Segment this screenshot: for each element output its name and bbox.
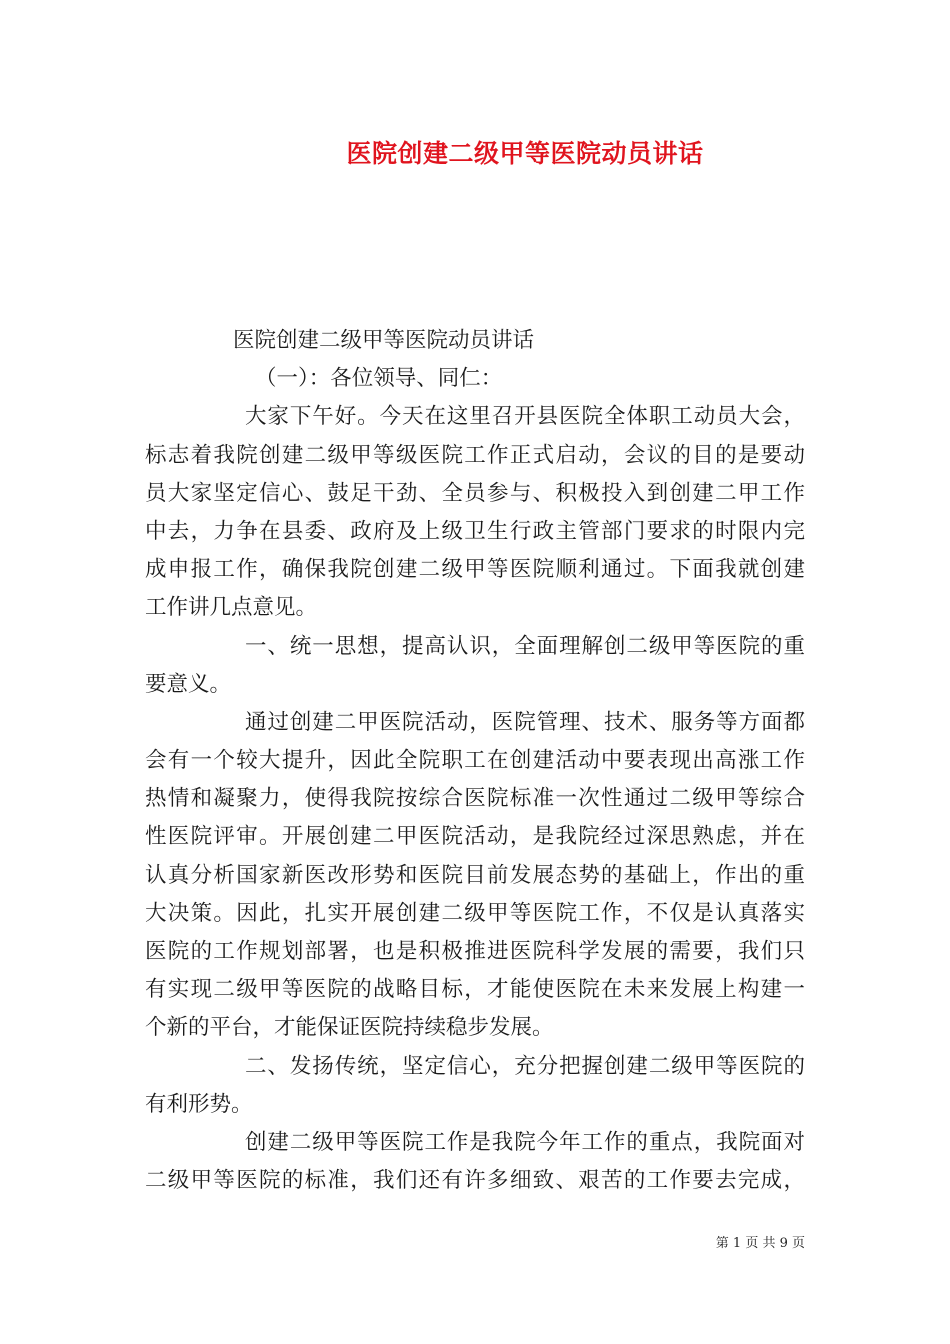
body-line: 二、发扬传统，坚定信心，充分把握创建二级甲等医院的 — [245, 1053, 805, 1079]
body-line: 会有一个较大提升，因此全院职工在创建活动中要表现出高涨工作 — [145, 748, 805, 774]
body-line: 一、统一思想，提高认识，全面理解创二级甲等医院的重 — [245, 633, 805, 659]
body-line: 员大家坚定信心、鼓足干劲、全员参与、积极投入到创建二甲工作 — [145, 480, 805, 506]
page-footer: 第 1 页 共 9 页 — [715, 1236, 805, 1251]
body-line: 热情和凝聚力，使得我院按综合医院标准一次性通过二级甲等综合 — [145, 786, 805, 812]
document-body — [145, 322, 805, 1200]
body-line: 中去，力争在县委、政府及上级卫生行政主管部门要求的时限内完 — [145, 518, 805, 544]
body-line: 大家下午好。今天在这里召开县医院全体职工动员大会， — [245, 404, 805, 430]
body-line: 成申报工作，确保我院创建二级甲等医院顺利通过。下面我就创建 — [145, 557, 805, 583]
body-line: 有利形势。 — [145, 1091, 253, 1117]
body-line: 有实现二级甲等医院的战略目标，才能使医院在未来发展上构建一 — [145, 977, 805, 1003]
document-title: 医院创建二级甲等医院动员讲话 — [346, 139, 704, 168]
body-line: 二级甲等医院的标准，我们还有许多细致、艰苦的工作要去完成， — [145, 1168, 805, 1194]
body-line: 要意义。 — [145, 671, 232, 697]
body-line: 标志着我院创建二级甲等级医院工作正式启动，会议的目的是要动 — [145, 442, 805, 468]
body-line: 性医院评审。开展创建二甲医院活动，是我院经过深思熟虑，并在 — [145, 824, 805, 850]
body-line: 认真分析国家新医改形势和医院目前发展态势的基础上，作出的重 — [145, 862, 805, 888]
body-line: 通过创建二甲医院活动，医院管理、技术、服务等方面都 — [245, 709, 805, 735]
body-line: 工作讲几点意见。 — [145, 595, 318, 621]
body-line: 创建二级甲等医院工作是我院今年工作的重点，我院面对 — [245, 1129, 805, 1155]
body-line: 大决策。因此，扎实开展创建二级甲等医院工作，不仅是认真落实 — [145, 900, 805, 926]
body-line: 个新的平台，才能保证医院持续稳步发展。 — [145, 1015, 554, 1041]
body-line: 医院创建二级甲等医院动员讲话 — [233, 328, 535, 353]
body-line: 医院的工作规划部署，也是积极推进医院科学发展的需要，我们只 — [145, 939, 805, 964]
body-line: （一）：各位领导、同仁： — [255, 366, 503, 392]
